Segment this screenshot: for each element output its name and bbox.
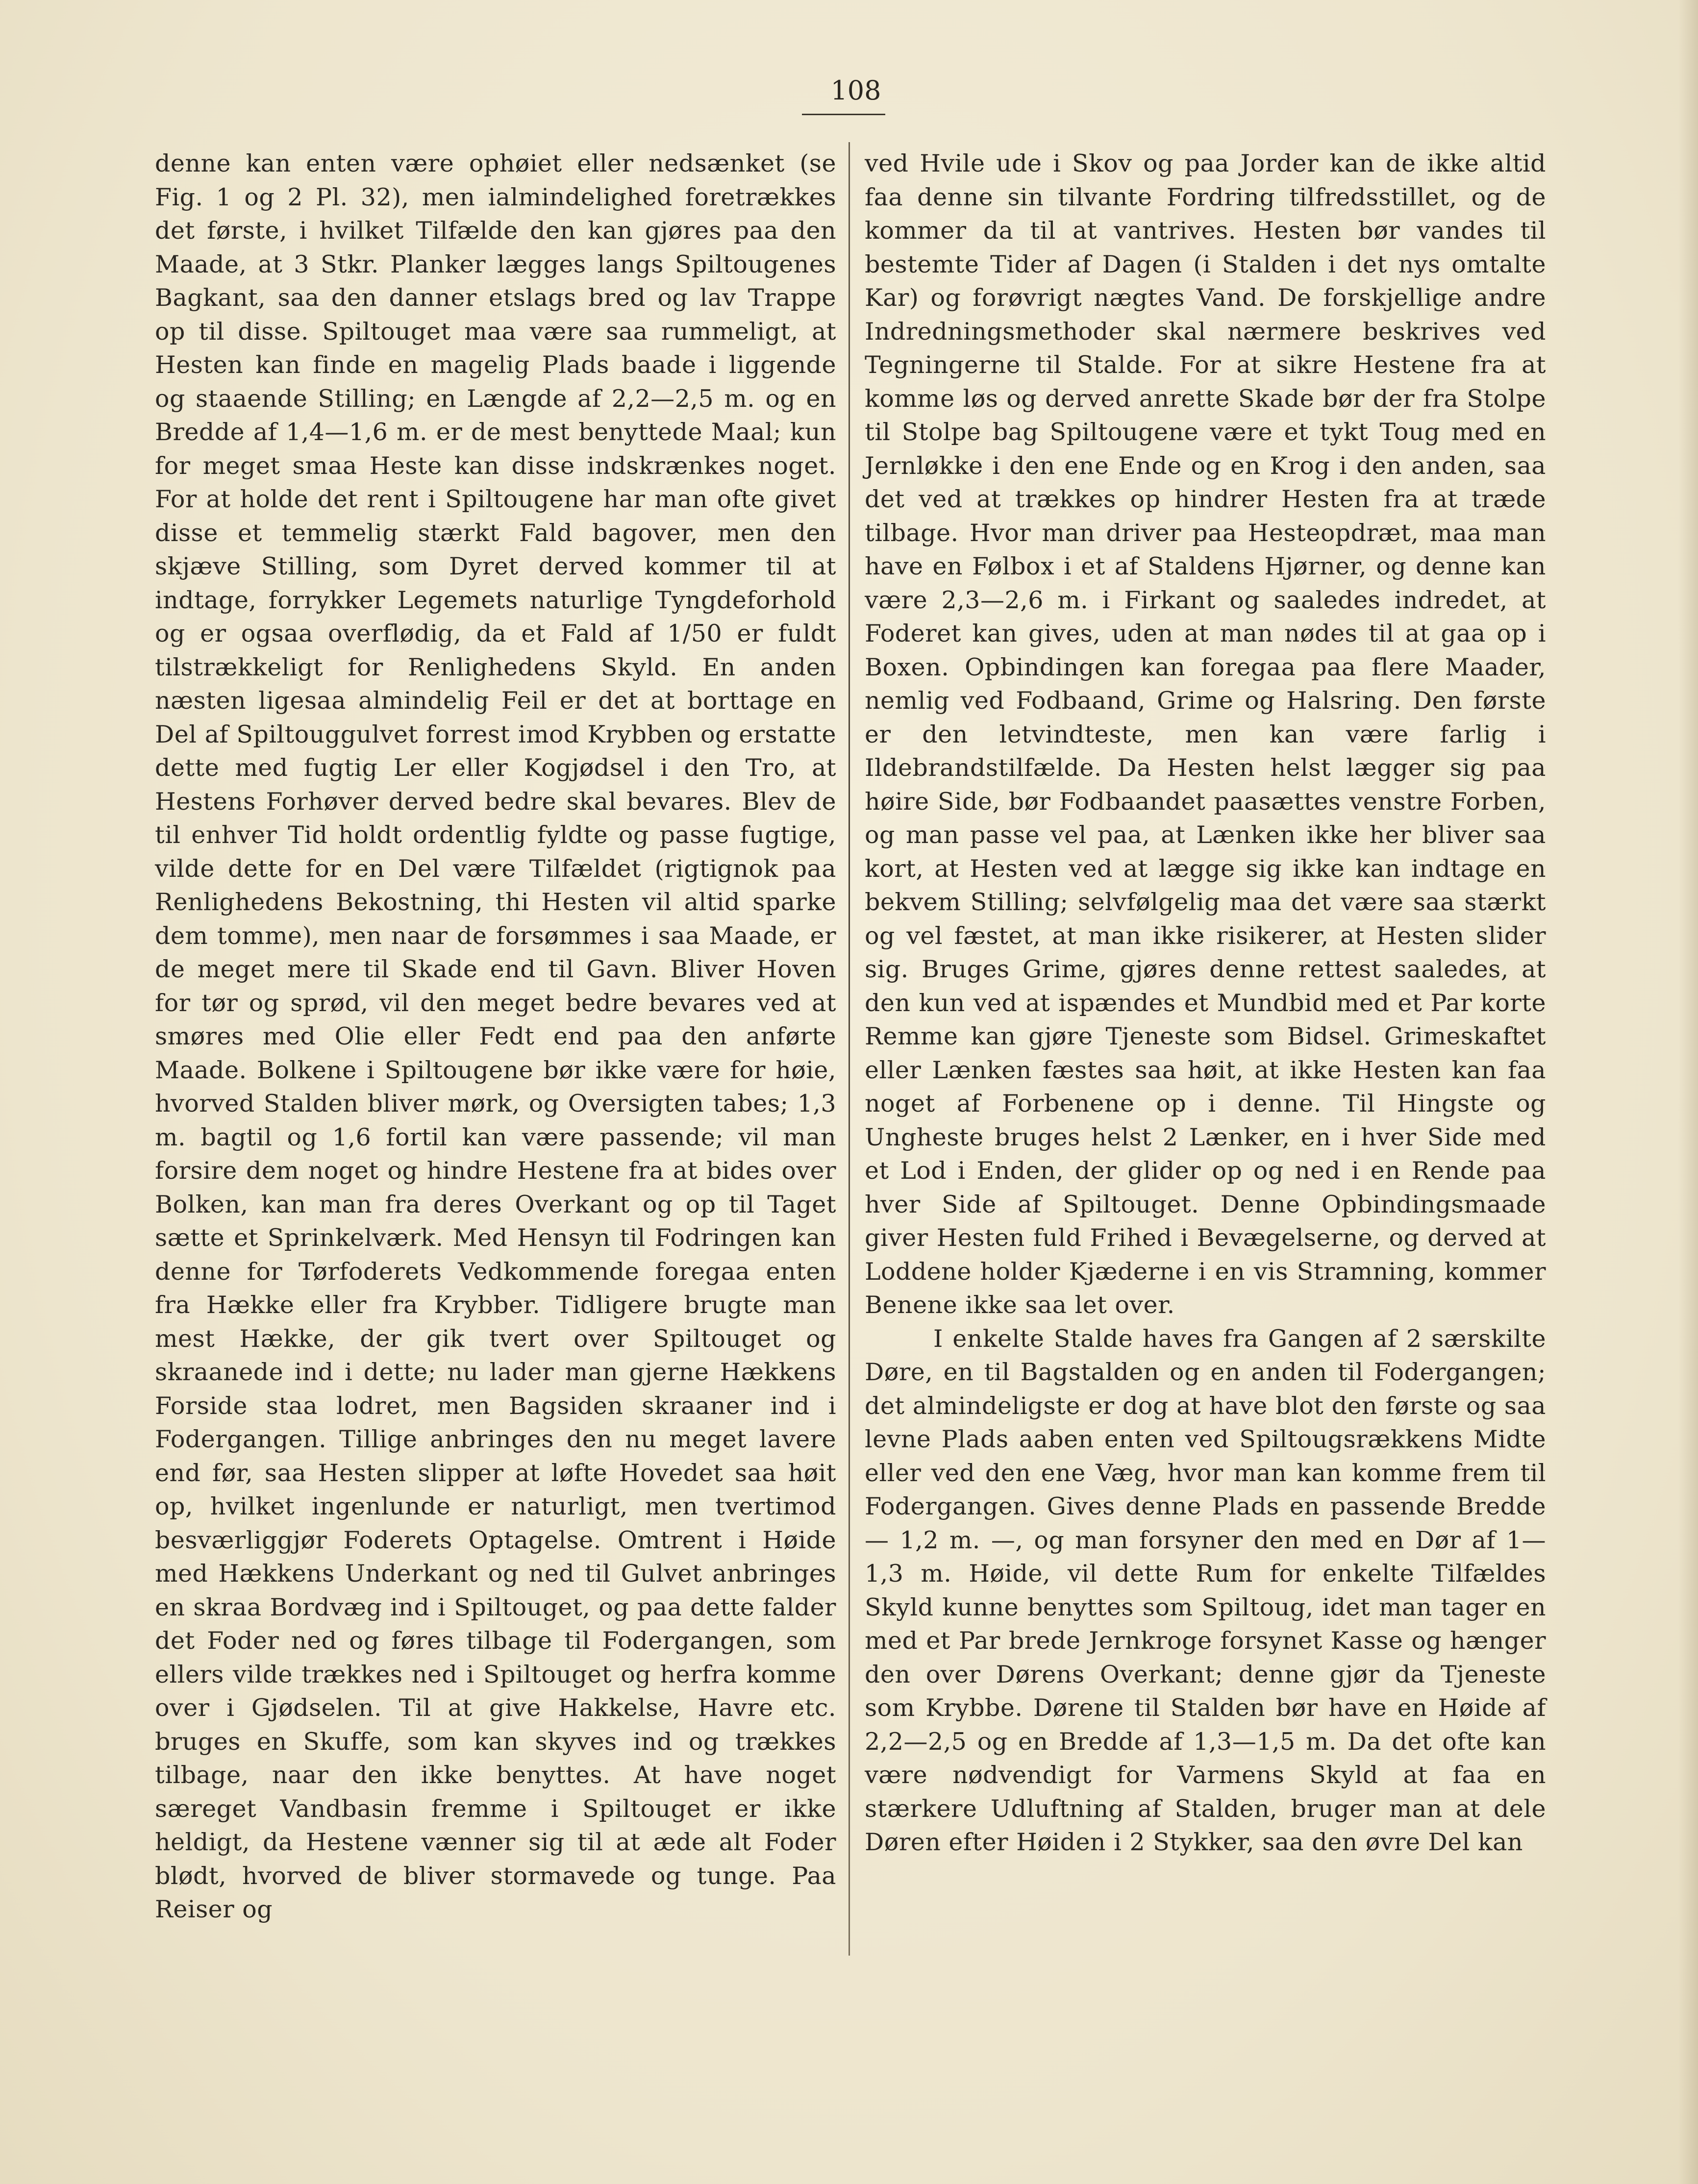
right-paragraph-1: ved Hvile ude i Skov og paa Jorder kan de ikke altid faa denne sin tilvante Fordring tilfredsstillet, og de kommer da til at vantrives. Hesten bør vandes til bestemte Tider af Dagen (i Stalden i det nys omtalte Kar) og forøvrigt nægtes Vand. De forskjellige andre Indredningsmethoder skal nærmere beskrives ved Tegningerne til Stalde. For at sikre Hestene fra at komme løs og derved anrette Skade bør der fra Stolpe til Stolpe bag Spiltougene være et tykt Toug med en Jernløkke i den ene Ende og en Krog i den anden, saa det ved at trækkes op hindrer Hesten fra at træde tilbage. Hvor man driver paa Hesteopdræt, maa man have en Følbox i et af Staldens Hjørner, og denne kan være 2,3—2,6 m. i Firkant og saaledes indredet, at Foderet kan gives, uden at man nødes til at gaa op i Boxen. Opbindingen kan foregaa paa flere Maader, nemlig ved Fodbaand, Grime og Halsring. Den første er den letvindteste, men kan være farlig i Ildebrandstilfælde. Da Hesten helst lægger sig paa høire Side, bør Fodbaandet paasættes venstre Forben, og man passe vel paa, at Lænken ikke her bliver saa kort, at Hesten ved at lægge sig ikke kan indtage en bekvem Stilling; selvfølgelig maa det være saa stærkt og vel fæstet, at man ikke risikerer, at Hesten slider sig. Bruges Grime, gjøres denne rettest saaledes, at den kun ved at ispændes et Mundbid med et Par korte Remme kan gjøre Tjeneste som Bidsel. Grimeskaftet eller Lænken fæstes saa høit, at ikke Hesten kan faa noget af Forbenene op i denne. Til Hingste og Ungheste bruges helst 2 Lænker, en i hver Side med et Lod i Enden, der glider op og ned i en Rende paa hver Side af Spiltouget. Denne Opbindingsmaade giver Hesten fuld Frihed i Bevægelserne, og derved at Loddene holder Kjæderne i en vis Stramning, kommer Benene ikke saa let over.	[865, 149, 1546, 1319]
page-number: 108	[830, 75, 881, 106]
right-paragraph-2: I enkelte Stalde haves fra Gangen af 2 særskilte Døre, en til Bagstalden og en anden til Fodergangen; det almindeligste er dog at have blot den første og saa levne Plads aaben enten ved Spiltougsrækkens Midte eller ved den ene Væg, hvor man kan komme frem til Fodergangen. Gives denne Plads en passende Bredde — 1,2 m. —, og man forsyner den med en Dør af 1—1,3 m. Høide, vil dette Rum for enkelte Tilfældes Skyld kunne benyttes som Spiltoug, idet man tager en med et Par brede Jernkroge forsynet Kasse og hænger den over Dørens Overkant; denne gjør da Tjeneste som Krybbe. Dørene til Stalden bør have en Høide af 2,2—2,5 og en Bredde af 1,3—1,5 m. Da det ofte kan være nødvendigt for Varmens Skyld at faa en stærkere Udluftning af Stalden, bruger man at dele Døren efter Høiden i 2 Stykker, saa den øvre Del kan	[865, 1324, 1546, 1856]
left-column	[155, 147, 836, 1927]
left-paragraph-1: denne kan enten være ophøiet eller nedsænket (se Fig. 1 og 2 Pl. 32), men ialmindelighed foretrækkes det første, i hvilket Tilfælde den kan gjøres paa den Maade, at 3 Stkr. Planker lægges langs Spiltougenes Bagkant, saa den danner etslags bred og lav Trappe op til disse. Spiltouget maa være saa rummeligt, at Hesten kan finde en magelig Plads baade i liggende og staaende Stilling; en Længde af 2,2—2,5 m. og en Bredde af 1,4—1,6 m. er de mest benyttede Maal; kun for meget smaa Heste kan disse indskrænkes noget. For at holde det rent i Spiltougene har man ofte givet disse et temmelig stærkt Fald bagover, men den skjæve Stilling, som Dyret derved kommer til at indtage, forrykker Legemets naturlige Tyngdeforhold og er ogsaa overflødig, da et Fald af 1/50 er fuldt tilstrækkeligt for Renlighedens Skyld. En anden næsten ligesaa almindelig Feil er det at borttage en Del af Spiltouggulvet forrest imod Krybben og erstatte dette med fugtig Ler eller Kogjødsel i den Tro, at Hestens Forhøver derved bedre skal bevares. Blev de til enhver Tid holdt ordentlig fyldte og passe fugtige, vilde dette for en Del være Tilfældet (rigtignok paa Renlighedens Bekostning, thi Hesten vil altid sparke dem tomme), men naar de forsømmes i saa Maade, er de meget mere til Skade end til Gavn. Bliver Hoven for tør og sprød, vil den meget bedre bevares ved at smøres med Olie eller Fedt end paa den anførte Maade. Bolkene i Spiltougene bør ikke være for høie, hvorved Stalden bliver mørk, og Oversigten tabes; 1,3 m. bagtil og 1,6 fortil kan være passende; vil man forsire dem noget og hindre Hestene fra at bides over Bolken, kan man fra deres Overkant og op til Taget sætte et Sprinkelværk. Med Hensyn til Fodringen kan denne for Tørfoderets Vedkommende foregaa enten fra Hække eller fra Krybber. Tidligere brugte man mest Hække, der gik tvert over Spiltouget og skraanede ind i dette; nu lader man gjerne Hækkens Forside staa lodret, men Bagsiden skraaner ind i Fodergangen. Tillige anbringes den nu meget lavere end før, saa Hesten slipper at løfte Hovedet saa høit op, hvilket ingenlunde er naturligt, men tvertimod besværliggjør Foderets Optagelse. Omtrent i Høide med Hækkens Underkant og ned til Gulvet anbringes en skraa Bordvæg ind i Spiltouget, og paa dette falder det Foder ned og føres tilbage til Fodergangen, som ellers vilde trækkes ned i Spiltouget og herfra komme over i Gjødselen. Til at give Hakkelse, Havre etc. bruges en Skuffe, som kan skyves ind og trækkes tilbage, naar den ikke benyttes. At have noget særeget Vandbasin fremme i Spiltouget er ikke heldigt, da Hestene vænner sig til at æde alt Foder blødt, hvorved de bliver stormavede og tunge. Paa Reiser og	[155, 149, 836, 1923]
page-edge-shadow	[1678, 0, 1698, 2184]
page-number-rule	[802, 114, 885, 115]
column-divider	[849, 142, 850, 1956]
right-column	[865, 147, 1546, 1860]
